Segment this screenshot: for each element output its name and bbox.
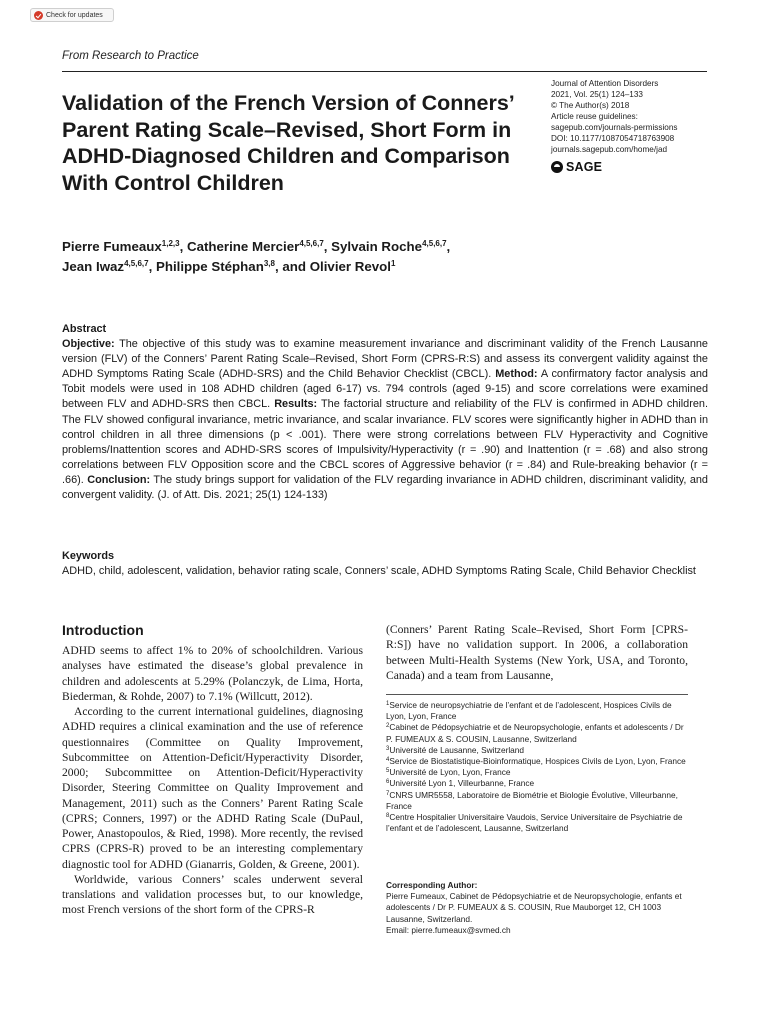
method-text: A confirmatory factor analysis and Tobit models were used in 108 ADHD children (aged 6-17) vs. 794 controls (aged 9-15) and score correlations were examined between FLV and ADHD-SRS then CBCL.: [62, 368, 708, 411]
results-label: Results:: [274, 398, 318, 411]
author-separator: , and: [274, 259, 310, 274]
article-title: Validation of the French Version of Conners’ Parent Rating Scale–Revised, Short Form in ADHD-Diagnosed Children and Comparison With Control Children: [62, 91, 514, 195]
introduction-left-column: [62, 643, 363, 918]
corresponding-email[interactable]: Email: pierre.fumeaux@svmed.ch: [386, 924, 511, 935]
author-list: [62, 237, 712, 277]
footnote-text: Université de Lyon, Lyon, France: [389, 767, 511, 778]
keywords-heading: Keywords: [62, 550, 115, 562]
footnote: [386, 778, 688, 789]
footnote-number: 6: [386, 779, 390, 786]
keywords: [62, 549, 708, 579]
author-separator: ,: [179, 239, 187, 254]
corresponding-heading: Corresponding Author:: [386, 880, 478, 890]
footnote: [386, 745, 688, 756]
footnote-text: CNRS UMR5558, Laboratoire de Biométrie et Biologie Évolutive, Villeurbanne, France: [386, 789, 678, 811]
footnote: [386, 700, 688, 722]
author-affiliation: 1: [390, 259, 396, 268]
footnote: [386, 767, 688, 778]
keywords-text: ADHD, child, adolescent, validation, behavior rating scale, Conners’ scale, ADHD Symptoms Rating Scale, Child Behavior Checklist: [62, 565, 696, 578]
footnote-text: Service de neuropsychiatrie de l’enfant et de l’adolescent, Hospices Civils de Lyon, Lyon, France: [386, 700, 672, 722]
journal-info: [551, 78, 741, 155]
permissions-link[interactable]: sagepub.com/journals-permissions: [551, 123, 678, 132]
check-for-updates-label: Check for updates: [46, 11, 103, 19]
journal-name: Journal of Attention Disorders: [551, 79, 659, 88]
section-label: From Research to Practice: [62, 50, 199, 62]
results-text: The factorial structure and reliability of the FLV is confirmed in ADHD children. The FLV showed configural invariance, metric invariance, and scalar invariance. FLV scores were significantly higher in ADHD than in control children in all three dimensions (p < .001). There were strong correlations between FLV Hyperactivity and Cognitive problems/Inattention scores and ADHD-SRS scores of Impulsivity/Hyperactivity (r = .90) and Inattention (r = .68) and also strong correlations between FLV Opposition score and the CBCL scores of Aggressive behavior (r = .84) and Rule-breaking behavior (r = .66).: [62, 398, 708, 486]
intro-paragraph: According to the current international guidelines, diagnosing ADHD requires a clinical examination and the use of reference questionnaires (Committee on Quality Improvement, Subcommittee on Attention-Deficit/Hyperactivity Disorder, 2000; Subcommittee on Attention-Deficit/Hyperactivity Disorder, Steering Committee on Quality Improvement and Management, 2011) such as the Conners’ Parent Rating Scale (CPRS; Conners, 1997) or the ADHD Rating Scale (DuPaul, Power, Anastopoulos, & Ried, 1998). More recently, the revised CPRS (CPRS-R) proved to be an interesting complementary diagnostic tool for ADHD (Gianarris, Golden, & Greene, 2001).: [62, 705, 363, 871]
objective-label: Objective:: [62, 338, 115, 351]
author-separator: ,: [446, 239, 451, 254]
author-affiliation: 4,5,6,7: [422, 239, 447, 248]
conclusion-label: Conclusion:: [87, 473, 151, 486]
footnote-number: 8: [386, 813, 390, 820]
footnote-rule: [386, 694, 688, 695]
header-rule: [62, 71, 707, 72]
footnote-number: 4: [386, 757, 390, 764]
footnote-number: 3: [386, 745, 390, 752]
doi-link[interactable]: DOI: 10.1177/1087054718763908: [551, 134, 675, 143]
footnote: [386, 812, 688, 834]
footnote: [386, 790, 688, 812]
corresponding-address: Pierre Fumeaux, Cabinet de Pédopsychiatrie et de Neuropsychologie, enfants et adolescents / Dr P. FUMEAUX & S. COUSIN, Rue Mauborget 12, CH 1003 Lausanne, Switzerland.: [386, 891, 682, 924]
journal-home-link[interactable]: journals.sagepub.com/home/jad: [551, 145, 668, 154]
intro-continuation: (Conners’ Parent Rating Scale–Revised, Short Form [CPRS-R:S]) have no validation support. In 2006, a collaboration between Multi-Health Systems (New York, USA, and Toronto, Canada) and a team from Lausanne,: [386, 623, 688, 682]
footnote-number: 7: [386, 790, 390, 797]
journal-volume: 2021, Vol. 25(1) 124–133: [551, 90, 643, 99]
abstract-heading: Abstract: [62, 323, 107, 335]
author-name: Pierre Fumeaux: [62, 239, 162, 254]
affiliation-footnotes: [386, 700, 688, 834]
abstract-body: [62, 337, 708, 503]
footnote-number: 5: [386, 768, 390, 775]
author-name: Catherine Mercier: [186, 239, 300, 254]
author-separator: ,: [148, 259, 156, 274]
check-for-updates-button[interactable]: [30, 8, 114, 22]
footnote-text: Cabinet de Pédopsychiatrie et de Neuropsychologie, enfants et adolescents / Dr P. FUMEAUX & S. COUSIN, Lausanne, Switzerland: [386, 722, 684, 744]
footnote: [386, 722, 688, 744]
corresponding-author: [386, 880, 688, 936]
footnote-text: Université de Lausanne, Switzerland: [389, 744, 525, 755]
introduction-heading: Introduction: [62, 622, 144, 638]
publisher-name: SAGE: [566, 160, 603, 174]
author-affiliation: 1,2,3: [161, 239, 180, 248]
author-name: Olivier Revol: [309, 259, 391, 274]
author-name: Sylvain Roche: [331, 239, 423, 254]
copyright: © The Author(s) 2018: [551, 101, 630, 110]
author-name: Philippe Stéphan: [155, 259, 264, 274]
author-affiliation: 4,5,6,7: [299, 239, 324, 248]
sage-logo-icon: [551, 161, 563, 173]
author-affiliation: 3,8: [263, 259, 275, 268]
objective-text: The objective of this study was to examine measurement invariance and discriminant validity of the French Lausanne version (FLV) of the Conners’ Parent Rating Scale–Revised, Short Form (CPRS-R:S) and assess its convergent validity against the ADHD Symptoms Rating Scale (ADHD-SRS) and the Child Behavior Checklist (CBCL).: [62, 338, 708, 381]
abstract: [62, 322, 708, 503]
footnote-number: 1: [386, 701, 390, 707]
author-separator: ,: [323, 239, 332, 254]
footnote-text: Université Lyon 1, Villeurbanne, France: [389, 778, 535, 789]
footnote-text: Centre Hospitalier Universitaire Vaudois, Service Universitaire de Psychiatrie de l’enfant et de l’adolescent, Lausanne, Switzerland: [386, 812, 683, 834]
intro-paragraph: ADHD seems to affect 1% to 20% of schoolchildren. Various analyses have estimated the disease’s global prevalence in children and adolescents at 5.29% (Polanczyk, de Lima, Horta, Biederman, & Rohde, 2007) to 7.1% (Willcutt, 2012).: [62, 644, 363, 703]
introduction-right-column: [386, 622, 688, 683]
method-label: Method:: [495, 368, 538, 381]
check-updates-icon: [34, 11, 43, 20]
footnote: [386, 756, 688, 767]
footnote-text: Service de Biostatistique-Bioinformatique, Hospices Civils de Lyon, Lyon, France: [389, 756, 686, 767]
reuse-guidelines-label: Article reuse guidelines:: [551, 112, 638, 121]
conclusion-text: The study brings support for validation of the FLV regarding invariance in ADHD children, discriminant validity, and convergent validity. (J. of Att. Dis. 2021; 25(1) 124-133): [62, 473, 708, 502]
intro-paragraph: Worldwide, various Conners’ scales underwent several translations and validation processes but, to our knowledge, most French versions of the short form of the CPRS-R: [62, 872, 363, 917]
publisher-logo: [551, 160, 602, 174]
author-affiliation: 4,5,6,7: [124, 259, 149, 268]
author-name: Jean Iwaz: [62, 259, 125, 274]
footnote-number: 2: [386, 723, 390, 730]
